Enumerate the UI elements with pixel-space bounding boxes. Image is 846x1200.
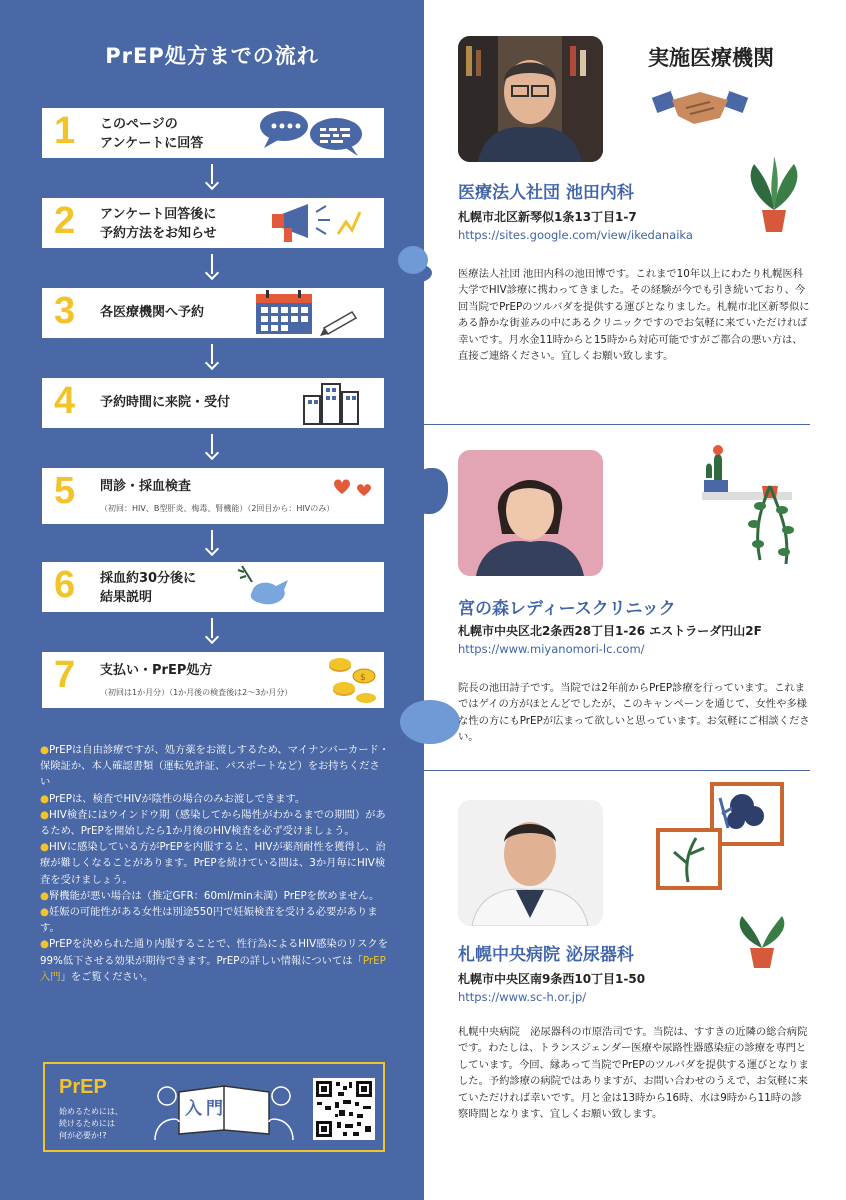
section-divider — [424, 424, 810, 425]
step-4 — [42, 378, 384, 428]
flow-arrow — [206, 434, 218, 460]
step-3 — [42, 288, 384, 338]
note-item: ●HIVに感染している方がPrEPを内服すると、HIVが薬剤耐性を獲得し、治療が難しくなることがあります。PrEPを続けている間は、3か月毎にHIV検査を受けましょう。 — [40, 841, 386, 886]
step-number: 7 — [54, 654, 76, 696]
doctor-photo — [458, 36, 603, 162]
decor-blob — [398, 246, 428, 274]
clinic-name: 宮の森レディースクリニック — [458, 599, 676, 619]
step-number: 1 — [54, 110, 76, 152]
clinic-url-link[interactable]: https://sites.google.com/view/ikedanaika — [458, 228, 693, 242]
cactus-shelf-icon — [690, 440, 810, 570]
prep-logo: PrEP — [59, 1076, 107, 1098]
clinic-name: 札幌中央病院 泌尿器科 — [458, 945, 634, 965]
prep-banner-subtext: 始めるためには、 続けるためには 何が必要か!? — [59, 1107, 123, 1140]
book-title: 入門 — [185, 1099, 227, 1119]
step-text-line1: 採血約30分後に — [100, 571, 197, 586]
clinic-description: 札幌中央病院 泌尿器科の市原浩司です。当院は、すすきの近隣の総合病院です。わたしは、トランスジェンダー医療や尿路性器感染症の診療を専門としています。今回、縁あって当院でPrEPのツルバダを提供する運びとなりました。予約診療の病院ではありますが、お問い合わせのうえで、お気軽に来ていただければ幸いです。月と金は13時から16時、水は9時から11時の診察時間となります、宜しくお願い致します。 — [458, 1026, 809, 1121]
flow-arrow — [206, 164, 218, 190]
decor-blob — [412, 468, 448, 514]
step-1 — [42, 108, 384, 158]
step-number: 3 — [54, 290, 76, 332]
step-7 — [42, 652, 384, 708]
clinics-title: 実施医療機関 — [648, 46, 774, 70]
step-text-line2: 結果説明 — [100, 590, 153, 605]
note-item: ●PrEPを決められた通り内服することで、性行為によるHIV感染のリスクを99%低下させる効果が期待できます。PrEPの詳しい情報については「PrEP入門」をご覧ください。 — [40, 938, 388, 983]
prep-guide-link[interactable]: PrEP入門 — [40, 954, 386, 983]
clinic-address: 札幌市中央区北2条西28丁目1-26 エストラーダ円山2F — [458, 624, 762, 638]
clinic-address: 札幌市中央区南9条西10丁目1-50 — [458, 972, 646, 986]
svg-text:$: $ — [360, 673, 366, 683]
step-text-line1: 問診・採血検査 — [100, 479, 192, 494]
clinic-url-link[interactable]: https://www.sc-h.or.jp/ — [458, 990, 587, 1004]
plant-icon — [738, 150, 810, 236]
clinic-description: 医療法人社団 池田内科の池田博です。これまで10年以上にわたり札幌医科大学でHIV診療に携わってきました。その経験が今でも引き続いており、今回当院でPrEPのツルバダを提供する運びとなりました。札幌市北区新琴似にある静かな街並みの中にあるクリニックですのでお気軽に来ていただければ幸いです。月水金11時からと15時から対応可能ですがご都合の悪い方は、直接ご連絡ください。宜しくお願い致します。 — [458, 268, 810, 363]
flow-arrow — [206, 530, 218, 556]
step-text-line1: 予約時間に来院・受付 — [100, 395, 231, 410]
framed-art-icon — [650, 778, 800, 896]
step-subtext: （初回：HIV、B型肝炎、梅毒、腎機能）（2回目から：HIVのみ） — [100, 504, 335, 513]
step-text-line1: アンケート回答後に — [100, 207, 217, 222]
decor-blob — [400, 700, 460, 744]
step-subtext: （初回は1か月分）（1か月後の検査後は2〜3か月分） — [100, 688, 293, 697]
megaphone-icon — [268, 198, 368, 248]
plant-icon — [726, 908, 798, 972]
prep-guide-banner[interactable] — [43, 1062, 385, 1152]
note-item: ●妊娠の可能性がある女性は別途550円で妊娠検査を受ける必要があります。 — [40, 906, 378, 935]
note-item: ●腎機能が悪い場合は（推定GFR：60ml/min未満）PrEPを飲めません。 — [40, 889, 380, 902]
step-text-line1: 支払い・PrEP処方 — [100, 663, 213, 678]
chat-bubbles-icon — [252, 106, 374, 160]
hearts-icon — [332, 474, 376, 502]
note-item: ●HIV検査にはウインドウ期（感染してから陽性がわかるまでの期間）があるため、PrEPを開始したら1か月後のHIV検査を必ず受けましょう。 — [40, 808, 386, 838]
coins-icon — [324, 654, 380, 704]
notes-list — [40, 742, 390, 985]
calendar-icon — [254, 288, 378, 338]
doctor-photo — [458, 800, 603, 926]
flow-arrow — [206, 618, 218, 644]
flow-arrow — [206, 254, 218, 280]
step-text-line1: このページの — [100, 117, 178, 132]
flow-title: PrEP処方までの流れ — [105, 44, 319, 68]
qr-code-icon[interactable] — [313, 1078, 375, 1140]
step-text-line2: 予約方法をお知らせ — [100, 226, 217, 241]
note-item: ●PrEPは、検査でHIVが陰性の場合のみお渡しできます。 — [40, 792, 306, 805]
step-5 — [42, 468, 384, 524]
clinic-name: 医療法人社団 池田内科 — [458, 183, 634, 203]
buildings-icon — [300, 380, 364, 426]
note-item: ●PrEPは自由診療ですが、処方薬をお渡しするため、マイナンバーカード・保険証か、本人確認書類（運転免許証、パスポートなど）をお持ちください — [40, 744, 390, 789]
step-number: 5 — [54, 470, 76, 512]
step-text-line2: アンケートに回答 — [100, 136, 204, 151]
doctor-photo — [458, 450, 603, 576]
step-text-line1: 各医療機関へ予約 — [100, 305, 205, 320]
step-number: 2 — [54, 200, 76, 242]
clinic-address: 札幌市北区新琴似1条13丁目1-7 — [458, 210, 637, 224]
bird-icon — [234, 562, 304, 612]
step-number: 4 — [54, 380, 76, 422]
flow-arrow — [206, 344, 218, 370]
handshake-icon — [650, 80, 750, 132]
step-number: 6 — [54, 564, 76, 606]
clinic-description: 院長の池田詩子です。当院では2年前からPrEP診療を行っています。これまではゲイの方がほとんどでしたが、このキャンペーンを通じて、女性や多様な性の方にもPrEPが広まって欲しいと思っています。お気軽にご相談ください。 — [458, 682, 810, 744]
clinic-url-link[interactable]: https://www.miyanomori-lc.com/ — [458, 642, 645, 656]
section-divider — [424, 770, 810, 771]
step-6 — [42, 562, 384, 612]
step-2 — [42, 198, 384, 248]
